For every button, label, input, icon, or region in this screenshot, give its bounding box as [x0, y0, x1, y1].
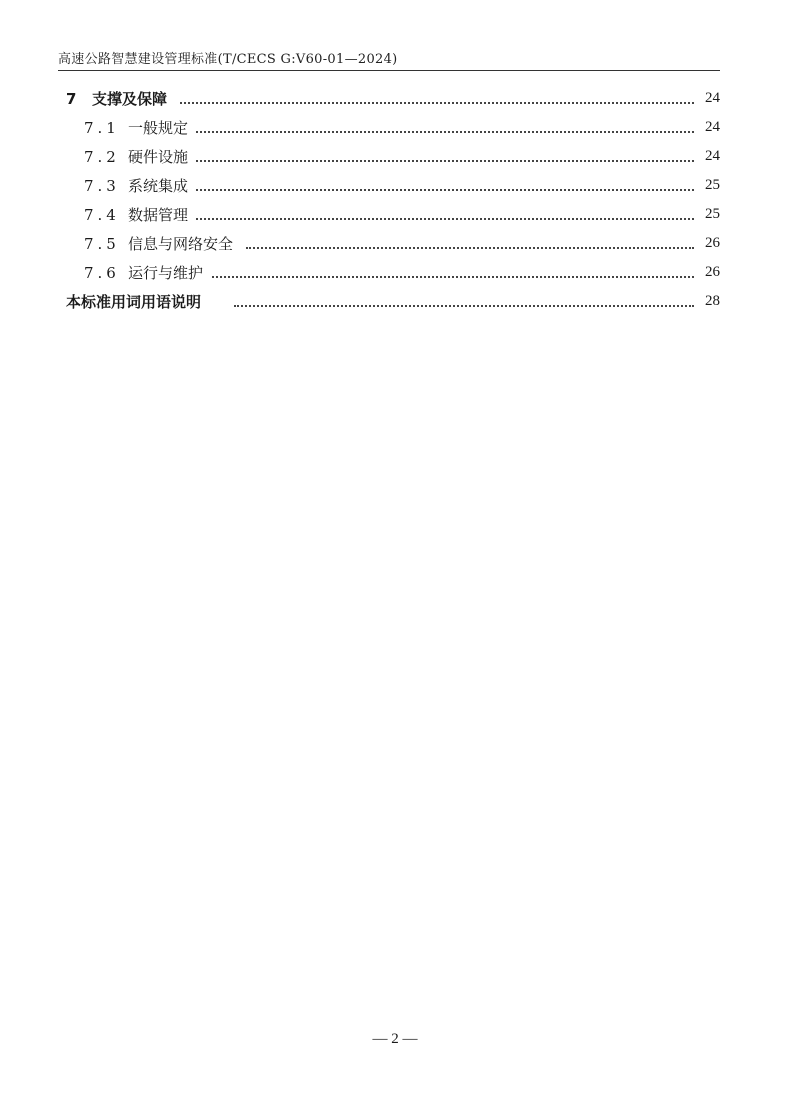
- toc-entry-page: 24: [705, 90, 720, 106]
- header-rule: [58, 70, 720, 71]
- toc-leader-dots: [180, 101, 694, 104]
- toc-entry-page: 24: [705, 119, 720, 135]
- page-number: — 2 —: [372, 1031, 418, 1047]
- toc-entry-7-3[interactable]: [0, 171, 790, 200]
- toc-entry-page: 26: [705, 235, 720, 251]
- toc-entry-number: 7.2: [84, 147, 120, 166]
- toc-entry-7-1[interactable]: [0, 113, 790, 142]
- toc-entry-title: 一般规定: [128, 119, 189, 137]
- toc-entry-chapter-7[interactable]: [0, 84, 790, 113]
- toc-entry-number: 7.5: [84, 234, 120, 253]
- toc-entry-page: 25: [705, 177, 720, 193]
- toc-entry-page: 24: [705, 148, 720, 164]
- toc-leader-dots: [196, 188, 694, 191]
- toc-leader-dots: [246, 246, 694, 249]
- toc-entry-number: 7.3: [84, 176, 120, 195]
- toc-entry-number: 7.6: [84, 263, 120, 282]
- toc-entry-title: 信息与网络安全: [128, 235, 234, 253]
- toc-entry-page: 26: [705, 264, 720, 280]
- toc-leader-dots: [196, 130, 694, 133]
- toc-entry-7-5[interactable]: [0, 229, 790, 258]
- toc-entry-title: 本标准用词用语说明: [66, 293, 202, 311]
- toc-entry-title: 运行与维护: [128, 264, 204, 282]
- toc-entry-title: 数据管理: [128, 206, 189, 224]
- toc-entry-7-6[interactable]: [0, 258, 790, 287]
- toc-leader-dots: [196, 217, 694, 220]
- toc-entry-number: 7.1: [84, 118, 120, 137]
- toc-leader-dots: [234, 304, 694, 307]
- toc-entry-page: 28: [705, 293, 720, 309]
- toc-entry-title: 系统集成: [128, 177, 189, 195]
- toc-leader-dots: [196, 159, 694, 162]
- toc-leader-dots: [212, 275, 694, 278]
- toc-entry-7-2[interactable]: [0, 142, 790, 171]
- running-header: 高速公路智慧建设管理标准(T/CECS G:V60-01—2024): [58, 52, 398, 67]
- toc-entry-number: 7.4: [84, 205, 120, 224]
- toc-entry-title: 支撑及保障: [92, 90, 168, 108]
- toc-entry-title: 硬件设施: [128, 148, 189, 166]
- toc-entry-page: 25: [705, 206, 720, 222]
- toc-entry-7-4[interactable]: [0, 200, 790, 229]
- toc-entry-number: 7: [66, 89, 77, 108]
- toc-entry-terminology[interactable]: [0, 287, 790, 316]
